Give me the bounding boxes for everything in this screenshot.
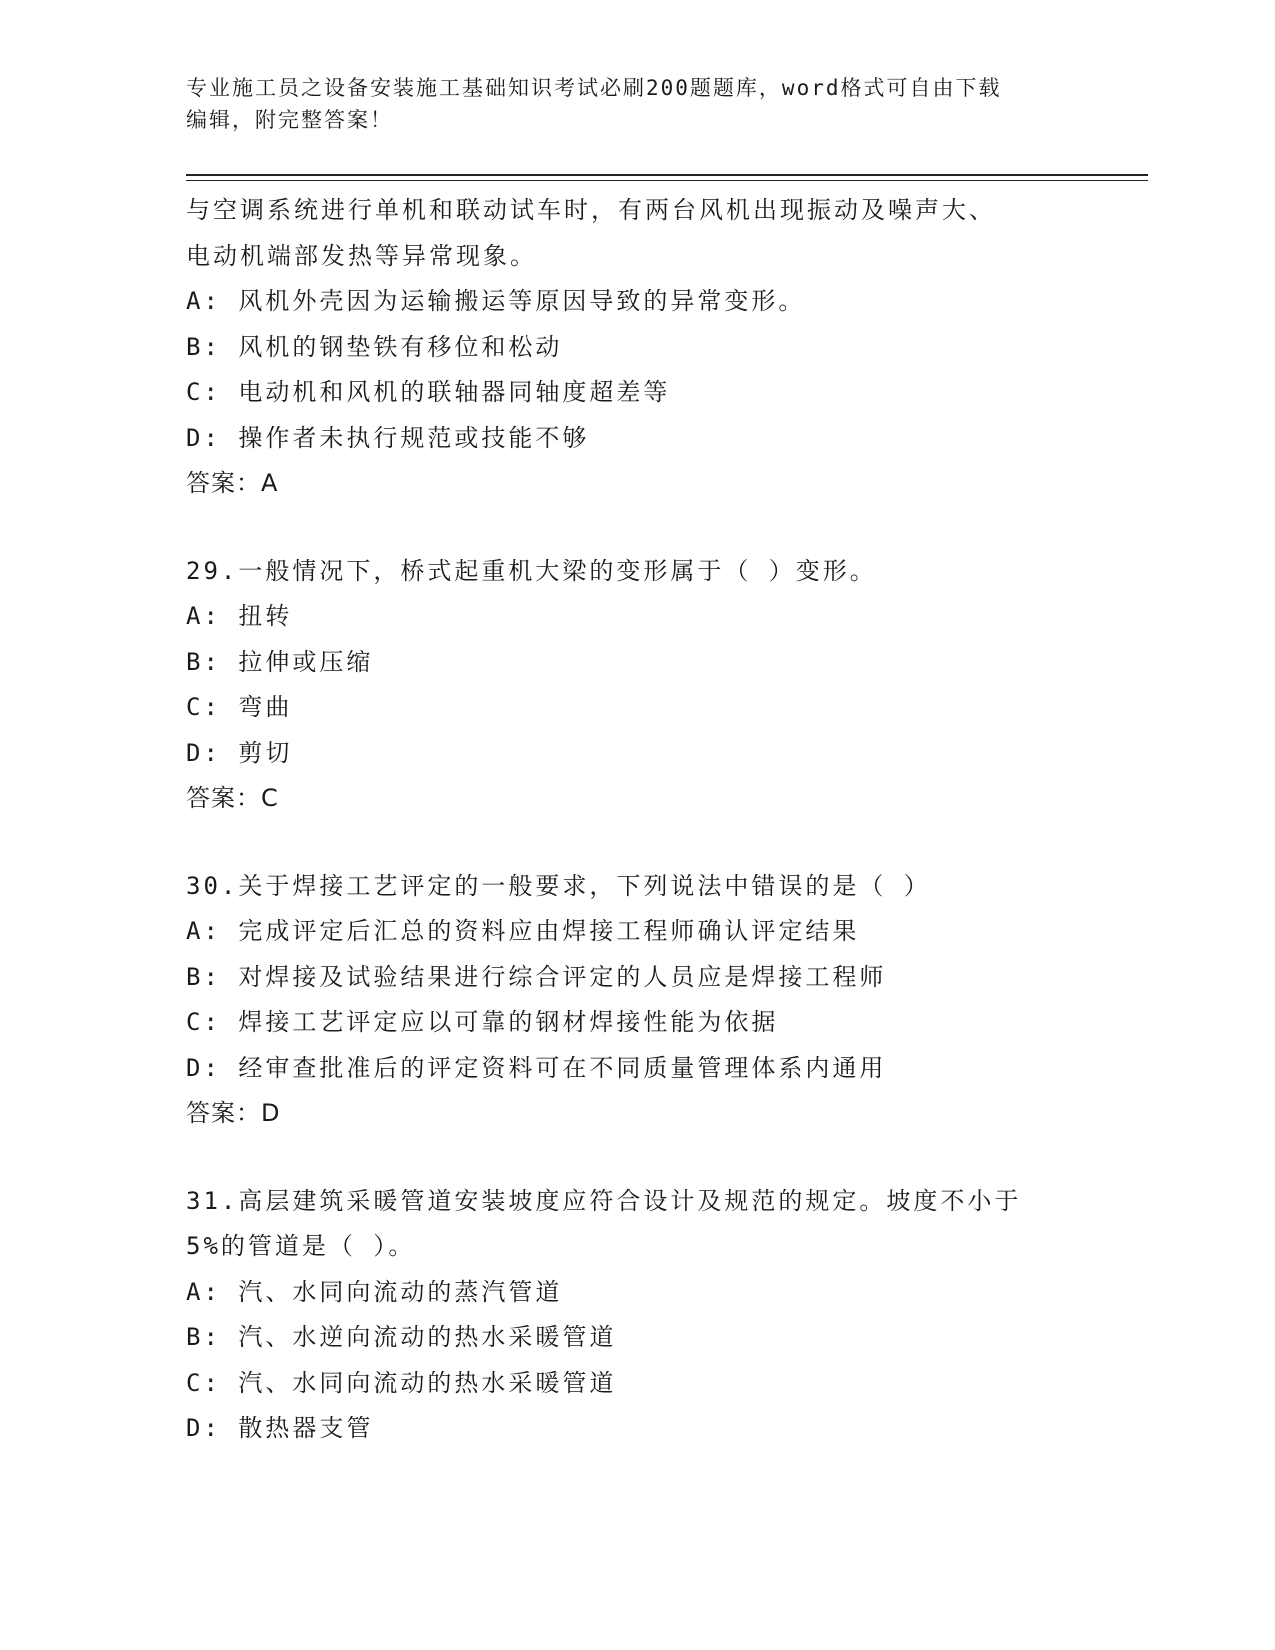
option-b: B: 风机的钢垫铁有移位和松动 [186, 332, 563, 361]
question-stem-line: 31.高层建筑采暖管道安装坡度应符合设计及规范的规定。坡度不小于 [186, 1186, 1022, 1215]
page-header [186, 72, 1086, 136]
answer-label: 答案：C [186, 784, 279, 812]
option-a: A: 风机外壳因为运输搬运等原因导致的异常变形。 [186, 287, 806, 315]
option-a: A: 扭转 [186, 602, 293, 630]
answer-label: 答案：A [186, 469, 279, 497]
option-a: A: 完成评定后汇总的资料应由焊接工程师确认评定结果 [186, 917, 860, 945]
option-a: A: 汽、水同向流动的蒸汽管道 [186, 1277, 563, 1306]
option-d: D: 剪切 [186, 738, 293, 767]
header-divider-thick [186, 174, 1148, 176]
option-b: B: 对焊接及试验结果进行综合评定的人员应是焊接工程师 [186, 962, 887, 991]
header-line-1: 专业施工员之设备安装施工基础知识考试必刷200题题库，word格式可自由下载 [186, 76, 1002, 100]
option-c: C: 电动机和风机的联轴器同轴度超差等 [186, 378, 671, 406]
question-29 [186, 549, 1086, 822]
question-list [186, 188, 1086, 1494]
question-30 [186, 864, 1086, 1137]
question-stem-line: 5%的管道是（ ）。 [186, 1232, 416, 1260]
answer-label: 答案：D [186, 1099, 281, 1127]
option-c: C: 焊接工艺评定应以可靠的钢材焊接性能为依据 [186, 1008, 779, 1036]
option-d: D: 操作者未执行规范或技能不够 [186, 423, 590, 452]
option-d: D: 经审查批准后的评定资料可在不同质量管理体系内通用 [186, 1053, 887, 1082]
option-b: B: 拉伸或压缩 [186, 647, 374, 676]
question-stem-line: 30.关于焊接工艺评定的一般要求，下列说法中错误的是（ ） [186, 871, 931, 900]
header-line-2: 编辑，附完整答案！ [186, 108, 393, 132]
question-28-continued [186, 188, 1086, 507]
question-stem-line: 与空调系统进行单机和联动试车时，有两台风机出现振动及噪声大、 [186, 196, 996, 224]
option-d: D: 散热器支管 [186, 1414, 374, 1442]
question-31 [186, 1179, 1086, 1452]
header-divider-thin [186, 180, 1148, 181]
option-b: B: 汽、水逆向流动的热水采暖管道 [186, 1323, 617, 1351]
option-c: C: 汽、水同向流动的热水采暖管道 [186, 1368, 617, 1397]
question-stem-line: 29.一般情况下，桥式起重机大梁的变形属于（ ）变形。 [186, 556, 877, 585]
question-stem-line: 电动机端部发热等异常现象。 [186, 241, 537, 270]
option-c: C: 弯曲 [186, 693, 293, 721]
